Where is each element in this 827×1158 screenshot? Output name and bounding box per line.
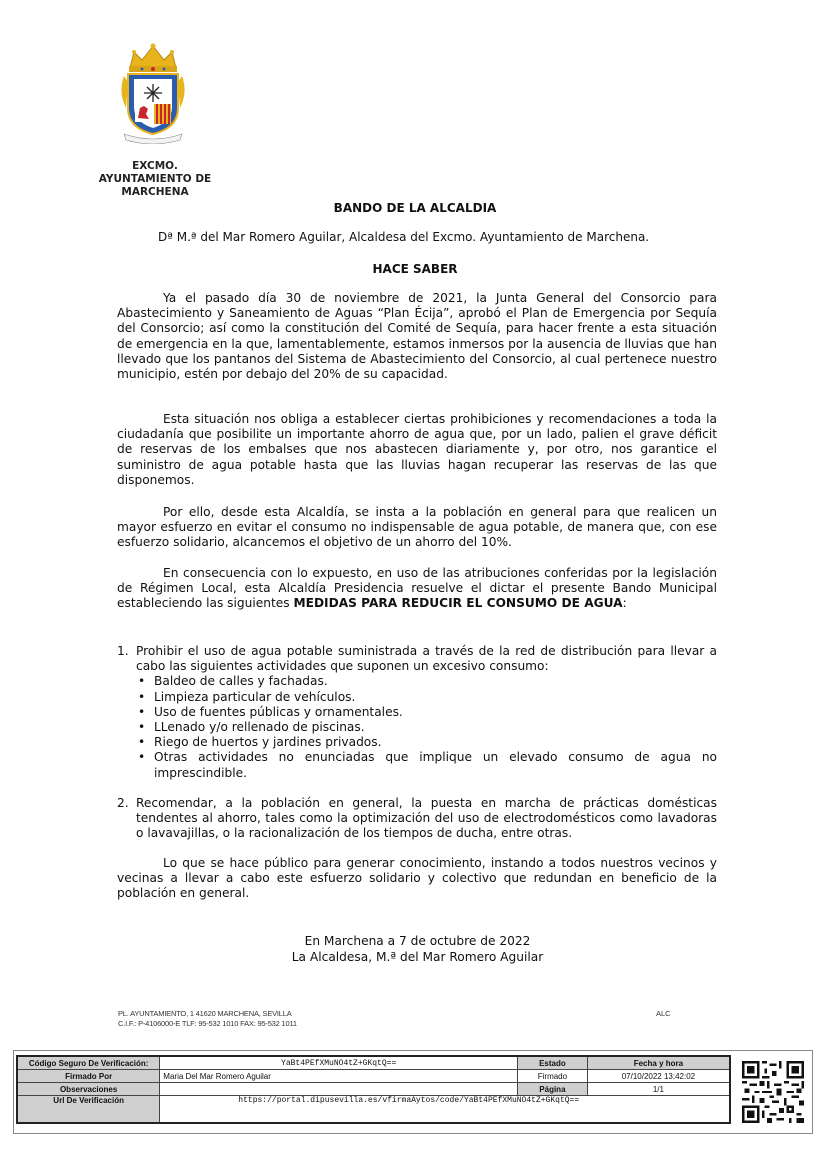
url-label: Url De Verificación [17,1096,160,1124]
observaciones-value [160,1083,518,1096]
url-value[interactable]: https://portal.dipusevilla.es/vfirmaAytos/code/YaBt4PEfXMuNO4tZ+GKqtQ== [160,1096,730,1124]
qr-code-icon [742,1061,804,1123]
footer-address [118,1009,297,1029]
estado-label: Estado [518,1056,588,1070]
measures-intro: En consecuencia con lo expuesto, en uso de las atribuciones conferidas por la legislación de Régimen Local, esta Alcaldía Presidencia resuelve el dictar el presente Bando Municipal estableciendo las siguientes [117,566,717,611]
bullet-item: • Otras actividades no enunciadas que implique un elevado consumo de agua no imprescindible. [136,750,717,780]
contact-line: C.I.F.: P-4106000-E TLF: 95-532 1010 FAX: 95-532 1011 [118,1019,297,1028]
bullet-item: • Limpieza particular de vehículos. [136,690,717,705]
observaciones-label: Observaciones [17,1083,160,1096]
firmado-por-value: Maria Del Mar Romero Aguilar [160,1070,518,1083]
verification-box [13,1050,813,1134]
fecha-value: 07/10/2022 13:42:02 [587,1070,730,1083]
measures-heading: MEDIDAS PARA REDUCIR EL CONSUMO DE AGUA [293,596,623,611]
fecha-label: Fecha y hora [587,1056,730,1070]
org-line: EXCMO. [132,160,178,172]
paragraph: Ya el pasado día 30 de noviembre de 2021, la Junta General del Consorcio para Abastecimiento y Saneamiento de Aguas “Plan Écija”, aprobó el Plan de Emergencia por Sequía del Consorcio; así como la constitución del Comité de Sequía, para hacer frente a esta situación de emergencia en la que, lamentablemente, estamos inmersos por la ausencia de lluvias que han llevado que los pantanos del Sistema de Abastecimiento del Consorcio, al cual pertenece nuestro municipio, estén por debajo del 20% de su capacidad. [117,291,717,382]
bullet-list [136,674,717,780]
measures-paragraph [117,566,717,612]
address-line: PL. AYUNTAMIENTO, 1 41620 MARCHENA, SEVILLA [118,1009,292,1018]
org-line: AYUNTAMIENTO DE [98,173,212,185]
measure-text: Prohibir el uso de agua potable suministrada a través de la red de distribución para llevar a cabo las siguientes actividades que suponen un excesivo consumo: [136,644,717,674]
signatory: La Alcaldesa, M.ª del Mar Romero Aguilar [291,949,544,964]
org-line: MARCHENA [121,186,189,198]
bullet-item: • Uso de fuentes públicas y ornamentales. [136,705,717,720]
csv-value: YaBt4PEfXMuNO4tZ+GKqtQ== [160,1056,518,1070]
firmado-por-label: Firmado Por [17,1070,160,1083]
csv-label: Código Seguro De Verificación: [17,1056,160,1070]
document-title: BANDO DE LA ALCALDIA [333,201,497,215]
estado-value: Firmado [518,1070,588,1083]
verification-table [16,1055,731,1124]
place-date: En Marchena a 7 de octubre de 2022 [304,934,531,948]
document-subtitle: HACE SABER [372,262,458,276]
paragraph: Por ello, desde esta Alcaldía, se insta a la población en general para que realicen un mayor esfuerzo en evitar el consumo no indispensable de agua potable, de manera que, con ese esfuerzo solidario, alcancemos el objetivo de un ahorro del 10%. [117,505,717,550]
intro-line: Dª M.ª del Mar Romero Aguilar, Alcaldesa del Excmo. Ayuntamiento de Marchena. [158,230,650,244]
bullet-item: • Riego de huertos y jardines privados. [136,735,717,750]
bullet-item: • LLenado y/o rellenado de piscinas. [136,720,717,735]
paragraph: Esta situación nos obliga a establecer ciertas prohibiciones y recomendaciones a toda la ciudadanía que posibilite un importante ahorro de agua que, por un lado, palien el grave déficit de reservas de los embalses que nos abastecen diariamente y, por otro, nos garantice el suministro de agua potable hasta que las lluvias hagan recuperar las reservas de las que disponemos. [117,412,717,487]
closing-paragraph: Lo que se hace público para generar conocimiento, instando a todos nuestros vecinos y vecinas a llevar a cabo este esfuerzo solidario y colectivo que redundan en beneficio de la población en general. [117,856,717,901]
pagina-value: 1/1 [587,1083,730,1096]
organization-name [80,160,230,199]
measure-text: Recomendar, a la población en general, la puesta en marcha de prácticas domésticas tendentes al ahorro, tales como la optimización del uso de electrodomésticos como lavadoras o lavavajillas, o la racionalización de los tiempos de ducha, entre otras. [136,796,717,841]
measures-colon: : [622,596,627,611]
bullet-item: • Baldeo de calles y fachadas. [136,674,717,689]
measure-item [117,644,717,781]
pagina-label: Página [518,1083,588,1096]
measure-number: 2. [117,796,129,810]
coat-of-arms-logo [116,42,190,144]
footer-code: ALC [656,1009,671,1018]
measure-item [117,796,717,842]
measure-number: 1. [117,644,129,658]
signature-block [230,934,605,965]
